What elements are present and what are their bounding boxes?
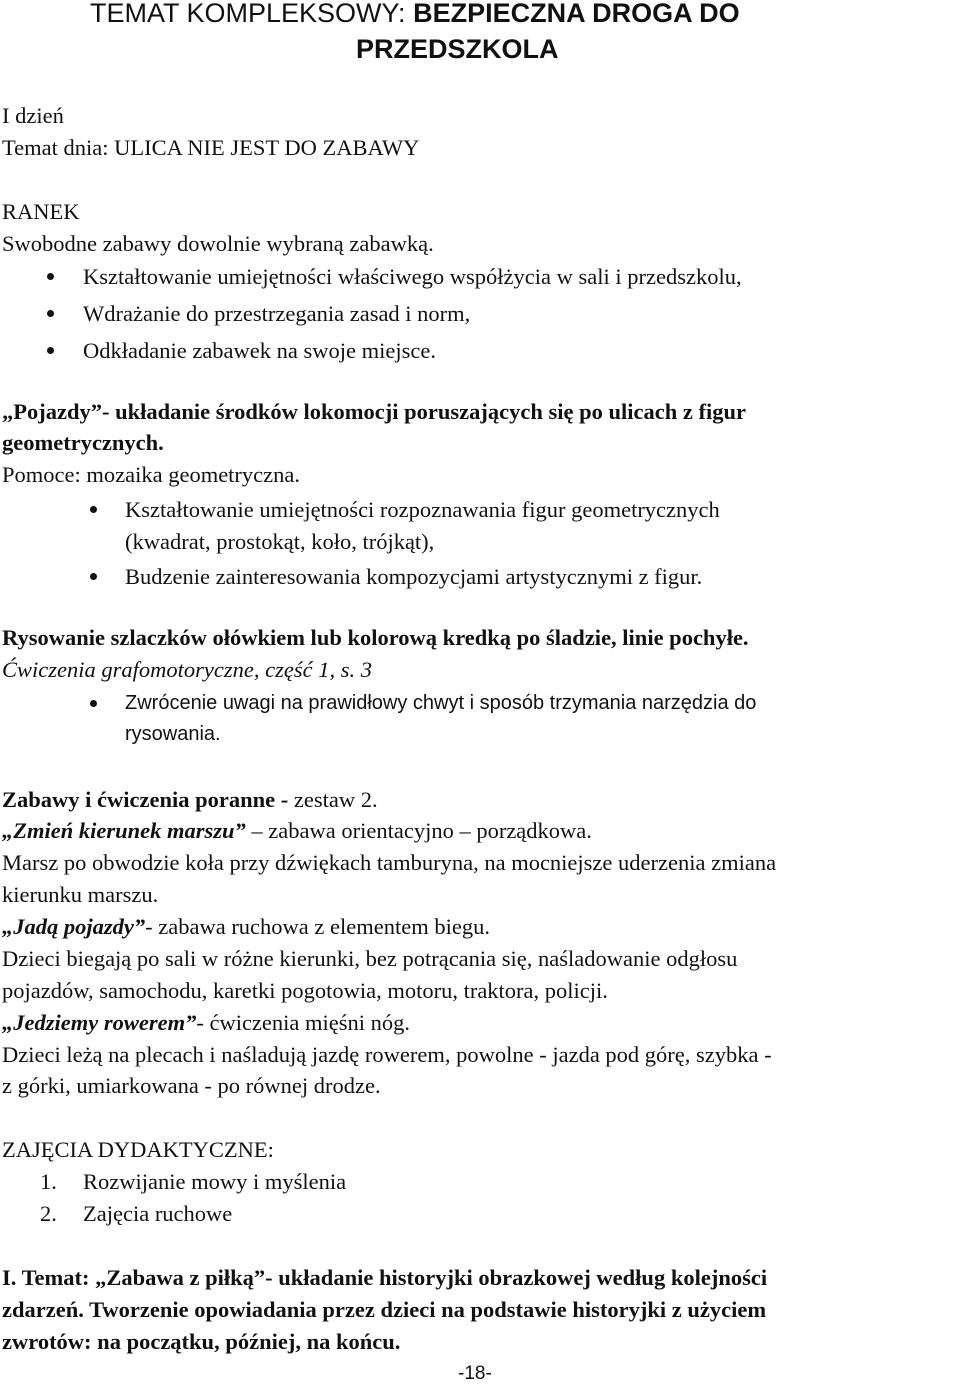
- list-item-text: Zajęcia ruchowe: [83, 1201, 233, 1226]
- morning-bullet-1: Kształtowanie umiejętności właściwego współżycia w sali i przedszkolu,: [83, 264, 742, 289]
- running-description: Dzieci biegają po sali w różne kierunki, bez potrącania się, naśladowanie odgłosu: [2, 946, 738, 971]
- day-label: I dzień: [2, 103, 64, 128]
- vehicles-activity-title: „Pojazdy”- układanie środków lokomocji poruszających się po ulicach z figur: [2, 399, 746, 424]
- exercises-heading: [2, 784, 378, 815]
- vehicles-bullet-1-cont: (kwadrat, prostokąt, koło, trójkąt),: [125, 529, 435, 554]
- vehicles-bullet-1: Kształtowanie umiejętności rozpoznawania figur geometrycznych: [125, 497, 720, 522]
- morning-bullet-2: Wdrażanie do przestrzegania zasad i norm,: [83, 301, 471, 326]
- bullet-icon: [90, 700, 97, 707]
- vehicles-game-line: [2, 911, 490, 942]
- bullet-icon: [90, 573, 97, 580]
- topic-one-line-3: zwrotów: na początku, później, na końcu.: [2, 1329, 401, 1354]
- vehicles-activity-title-cont: geometrycznych.: [2, 430, 164, 455]
- march-description: Marsz po obwodzie koła przy dźwiękach tamburyna, na mocniejsze uderzenia zmiana: [2, 850, 777, 875]
- list-number: 2.: [40, 1201, 57, 1226]
- list-number: 1.: [40, 1169, 57, 1194]
- day-topic: Temat dnia: ULICA NIE JEST DO ZABAWY: [2, 135, 420, 160]
- page-number: -18-: [458, 1363, 492, 1384]
- vehicles-game-title: „Jadą pojazdy”: [2, 914, 146, 939]
- list-item-text: Rozwijanie mowy i myślenia: [83, 1169, 347, 1194]
- bullet-icon: [90, 506, 97, 513]
- vehicles-aids: Pomoce: mozaika geometryczna.: [2, 462, 301, 487]
- vehicles-game-desc: - zabawa ruchowa z elementem biegu.: [145, 914, 490, 939]
- drawing-activity: Rysowanie szlaczków ołówkiem lub kolorową kredką po śladzie, linie pochyłe.: [2, 625, 749, 650]
- topic-one-line-1: I. Temat: „Zabawa z piłką”- układanie historyjki obrazkowej według kolejności: [2, 1265, 768, 1290]
- change-direction-line: [2, 815, 592, 846]
- vehicles-bullet-2: Budzenie zainteresowania kompozycjami artystycznymi z figur.: [125, 564, 703, 589]
- exercises-heading-rest: zestaw 2.: [288, 787, 378, 812]
- classes-heading: ZAJĘCIA DYDAKTYCZNE:: [2, 1137, 274, 1162]
- drawing-exercise-ref: Ćwiczenia grafomotoryczne, część 1, s. 3: [2, 657, 372, 682]
- morning-intro: Swobodne zabawy dowolnie wybraną zabawką.: [2, 231, 434, 256]
- bullet-icon: [47, 310, 54, 317]
- bike-game-line: [2, 1007, 410, 1038]
- exercises-heading-bold: Zabawy i ćwiczenia poranne -: [2, 787, 289, 812]
- document-title-line-1: [90, 0, 740, 30]
- title-bold-part: BEZPIECZNA DROGA DO: [413, 0, 740, 28]
- change-direction-title: „Zmień kierunek marszu”: [2, 818, 246, 843]
- topic-one-line-2: zdarzeń. Tworzenie opowiadania przez dzieci na podstawie historyjki z użyciem: [2, 1297, 767, 1322]
- change-direction-desc: – zabawa orientacyjno – porządkowa.: [245, 818, 592, 843]
- drawing-bullet-cont: rysowania.: [125, 723, 221, 745]
- bullet-icon: [47, 273, 54, 280]
- bike-game-title: „Jedziemy rowerem”: [2, 1010, 197, 1035]
- document-title-line-2: PRZEDSZKOLA: [356, 34, 559, 64]
- march-description-cont: kierunku marszu.: [2, 882, 159, 907]
- bike-description: Dzieci leżą na plecach i naśladują jazdę rowerem, powolne - jazda pod górę, szybka -: [2, 1042, 772, 1067]
- bullet-icon: [47, 347, 54, 354]
- morning-bullet-3: Odkładanie zabawek na swoje miejsce.: [83, 338, 436, 363]
- running-description-cont: pojazdów, samochodu, karetki pogotowia, motoru, traktora, policji.: [2, 978, 608, 1003]
- drawing-bullet: Zwrócenie uwagi na prawidłowy chwyt i sposób trzymania narzędzia do: [125, 692, 757, 714]
- morning-heading: RANEK: [2, 199, 80, 224]
- bike-description-cont: z górki, umiarkowana - po równej drodze.: [2, 1073, 381, 1098]
- title-prefix: TEMAT KOMPLEKSOWY:: [90, 0, 414, 28]
- bike-game-desc: - ćwiczenia mięśni nóg.: [196, 1010, 411, 1035]
